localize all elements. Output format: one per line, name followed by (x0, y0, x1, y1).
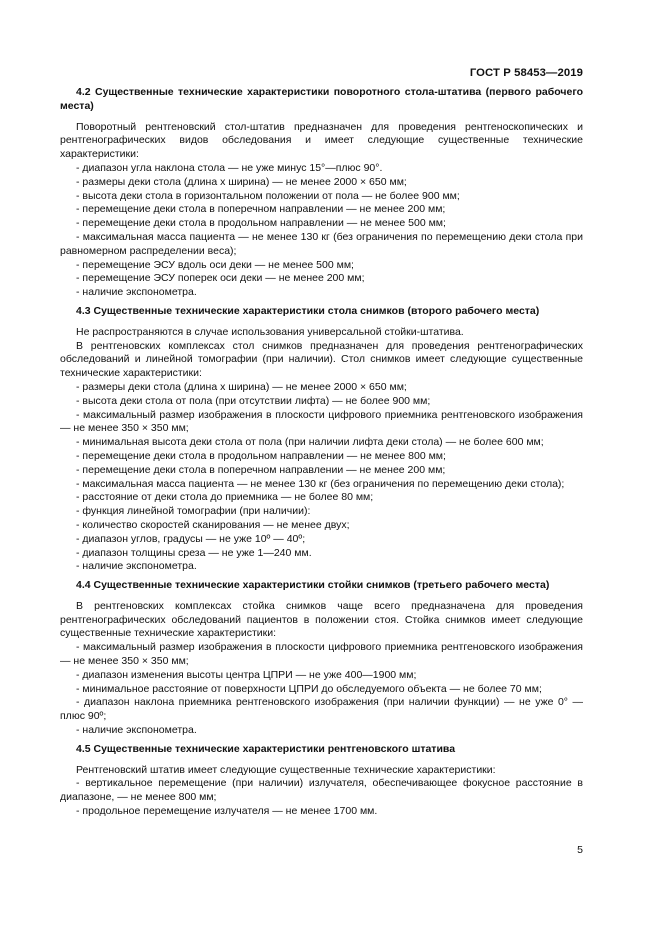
list-item: - перемещение ЭСУ вдоль оси деки — не менее 500 мм; (76, 258, 354, 271)
section-heading: 4.3 Существенные технические характеристики стола снимков (второго рабочего места) (76, 304, 540, 317)
section-heading: 4.5 Существенные технические характеристики рентгеновского штатива (76, 742, 456, 755)
list-item: - минимальное расстояние от поверхности ЦПРИ до обследуемого объекта — не более 70 мм; (76, 682, 542, 695)
list-item: - наличие экспонометра. (76, 724, 197, 737)
list-item: - наличие экспонометра. (76, 286, 197, 299)
list-item: - высота деки стола от пола (при отсутствии лифта) — не более 900 мм; (76, 394, 431, 407)
list-item: - максимальный размер изображения в плоскости цифрового приемника рентгеновского изображения — не менее 350 × 350 мм; (60, 408, 583, 435)
list-item: - перемещение деки стола в продольном направлении — не менее 500 мм; (76, 217, 446, 230)
list-item: - перемещение ЭСУ поперек оси деки — не менее 200 мм; (76, 272, 365, 285)
list-item: - диапазон наклона приемника рентгеновского изображения (при наличии функции) — не уже 0° — плюс 90º; (60, 696, 583, 723)
document-body (60, 86, 583, 819)
list-item: - максимальная масса пациента — не менее 130 кг (без ограничения по перемещению деки стола); (76, 477, 565, 490)
list-item: - диапазон угла наклона стола — не уже минус 15°—плюс 90°. (76, 161, 383, 174)
list-item: - размеры деки стола (длина х ширина) — не менее 2000 × 650 мм; (76, 380, 407, 393)
section-4-4 (60, 579, 583, 738)
list-item: - диапазон углов, градусы — не уже 10º — 40º; (76, 532, 306, 545)
list-item: - размеры деки стола (длина х ширина) — не менее 2000 × 650 мм; (76, 175, 407, 188)
list-item: - расстояние от деки стола до приемника — не более 80 мм; (76, 491, 374, 504)
list-item: - перемещение деки стола в поперечном направлении — не менее 200 мм; (76, 203, 446, 216)
page-number: 5 (577, 844, 583, 856)
document-code: ГОСТ Р 58453—2019 (469, 67, 583, 79)
section-heading: 4.2 Существенные технические характеристики поворотного стола-штатива (первого рабочего места) (60, 86, 583, 112)
list-item: - максимальный размер изображения в плоскости цифрового приемника рентгеновского изображения — не менее 350 × 350 мм; (60, 641, 583, 668)
section-4-2 (60, 86, 583, 300)
list-item: - вертикальное перемещение (при наличии) излучателя, обеспечивающее фокусное расстояние в диапазоне, — не менее 800 мм; (60, 777, 583, 804)
paragraph: В рентгеновских комплексах стол снимков предназначен для проведения рентгенографических обследований и линейной томографии (при наличии). Стол снимков имеет следующие существенные технические характеристики: (60, 339, 583, 380)
list-item: - количество скоростей сканирования — не менее двух; (76, 518, 350, 531)
paragraph: Поворотный рентгеновский стол-штатив предназначен для проведения рентгеноскопических и рентгенографических видов обследования и имеет следующие существенные технические характеристики: (60, 120, 583, 161)
list-item: - диапазон толщины среза — не уже 1—240 мм. (76, 546, 312, 559)
list-item: - диапазон изменения высоты центра ЦПРИ — не уже 400—1900 мм; (76, 668, 417, 681)
list-item: - минимальная высота деки стола от пола (при наличии лифта деки стола) — не более 600 мм; (76, 436, 544, 449)
list-item: - перемещение деки стола в поперечном направлении — не менее 200 мм; (76, 463, 446, 476)
section-4-3 (60, 305, 583, 574)
list-item: - функция линейной томографии (при наличии): (76, 505, 311, 518)
section-4-5 (60, 743, 583, 819)
paragraph: В рентгеновских комплексах стойка снимков чаще всего предназначена для проведения рентгенографических обследований пациентов в положении стоя. Стойка снимков имеет следующие существенные технические характеристики: (60, 599, 583, 640)
list-item: - наличие экспонометра. (76, 560, 197, 573)
list-item: - перемещение деки стола в продольном направлении — не менее 800 мм; (76, 449, 446, 462)
list-item: - продольное перемещение излучателя — не менее 1700 мм. (76, 805, 378, 818)
list-item: - максимальная масса пациента — не менее 130 кг (без ограничения по перемещению деки стола при равномерном распределении веса); (60, 230, 583, 257)
section-heading: 4.4 Существенные технические характеристики стойки снимков (третьего рабочего места) (76, 579, 550, 592)
paragraph: Не распространяются в случае использования универсальной стойки-штатива. (76, 325, 464, 338)
list-item: - высота деки стола в горизонтальном положении от пола — не более 900 мм; (76, 189, 460, 202)
paragraph: Рентгеновский штатив имеет следующие существенные технические характеристики: (76, 763, 496, 776)
